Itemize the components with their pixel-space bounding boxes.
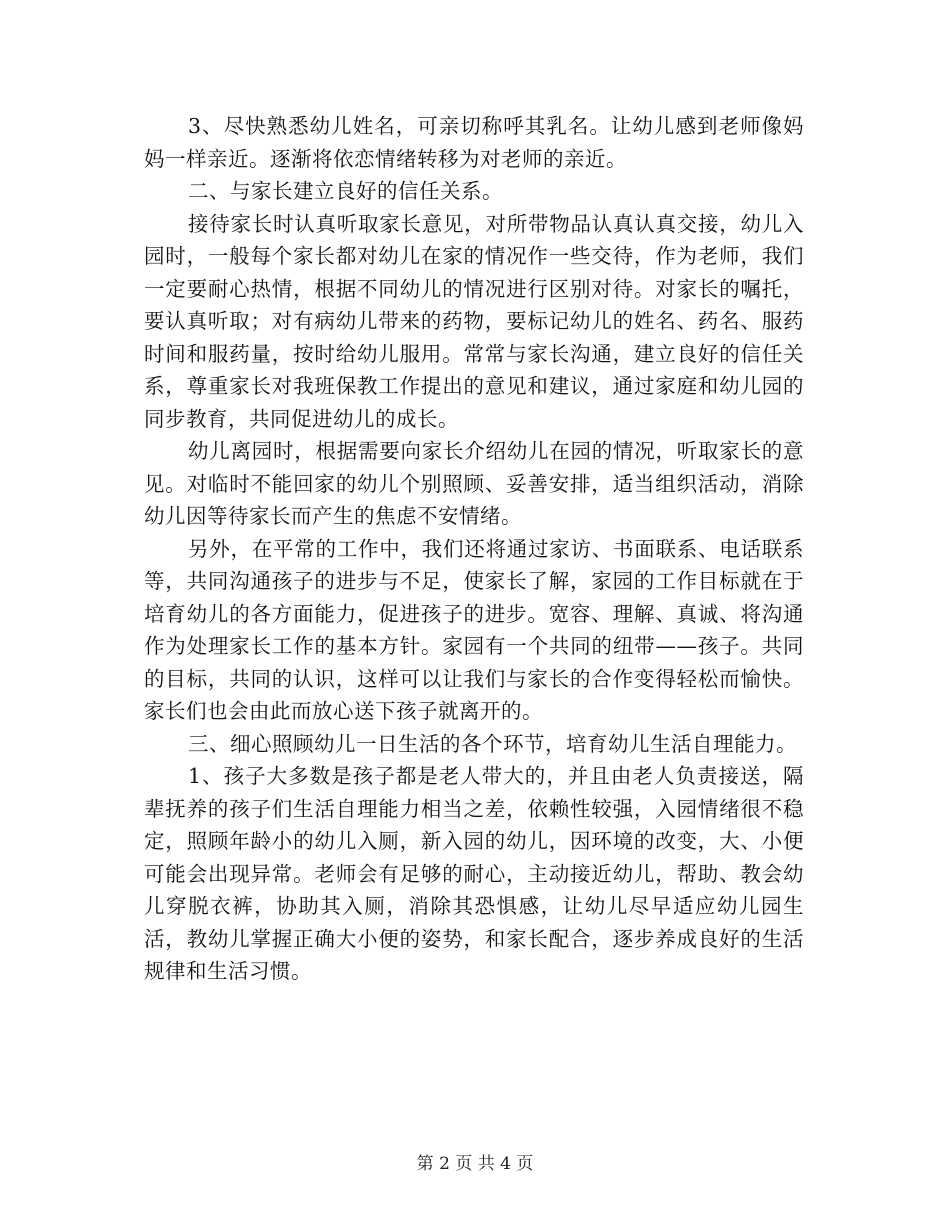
section-heading-3: 三、细心照顾幼儿一日生活的各个环节，培育幼儿生活自理能力。	[188, 731, 797, 756]
paragraph-departure: 幼儿离园时，根据需要向家长介绍幼儿在园的情况，听取家长的意见。对临时不能回家的幼儿个别照顾、妥善安排，适当组织活动，消除幼儿因等待家长而产生的焦虑不安情绪。	[144, 439, 804, 528]
section-heading-2: 二、与家长建立良好的信任关系。	[188, 179, 503, 203]
paragraph-communication: 另外，在平常的工作中，我们还将通过家访、书面联系、电话联系等，共同沟通孩子的进步与不足，使家长了解，家园的工作目标就在于培育幼儿的各方面能力，促进孩子的进步。宽容、理解、真诚、将沟通作为处理家长工作的基本方针。家园有一个共同的纽带——孩子。共同的目标，共同的认识，这样可以让我们与家长的合作变得轻松而愉快。家长们也会由此而放心送下孩子就离开的。	[144, 536, 804, 723]
paragraph-item-3: 3、尽快熟悉幼儿姓名，可亲切称呼其乳名。让幼儿感到老师像妈妈一样亲近。逐渐将依恋情绪转移为对老师的亲近。	[144, 114, 804, 171]
body-text	[144, 110, 804, 988]
paragraph-reception: 接待家长时认真听取家长意见，对所带物品认真认真交接，幼儿入园时，一般每个家长都对幼儿在家的情况作一些交待，作为老师，我们一定要耐心热情，根据不同幼儿的情况进行区别对待。对家长的嘱托，要认真听取；对有病幼儿带来的药物，要标记幼儿的姓名、药名、服药时间和服药量，按时给幼儿服用。常常与家长沟通，建立良好的信任关系，尊重家长对我班保教工作提出的意见和建议，通过家庭和幼儿园的同步教育，共同促进幼儿的成长。	[144, 211, 804, 431]
page-footer: 第 2 页 共 4 页	[416, 1154, 534, 1174]
paragraph-item-1: 1、孩子大多数是孩子都是老人带大的，并且由老人负责接送，隔辈抚养的孩子们生活自理能力相当之差，依赖性较强，入园情绪很不稳定，照顾年龄小的幼儿入厕，新入园的幼儿，因环境的改变，大、小便可能会出现异常。老师会有足够的耐心，主动接近幼儿，帮助、教会幼儿穿脱衣裤，协助其入厕，消除其恐惧感，让幼儿尽早适应幼儿园生活，教幼儿掌握正确大小便的姿势，和家长配合，逐步养成良好的生活规律和生活习惯。	[144, 764, 804, 983]
